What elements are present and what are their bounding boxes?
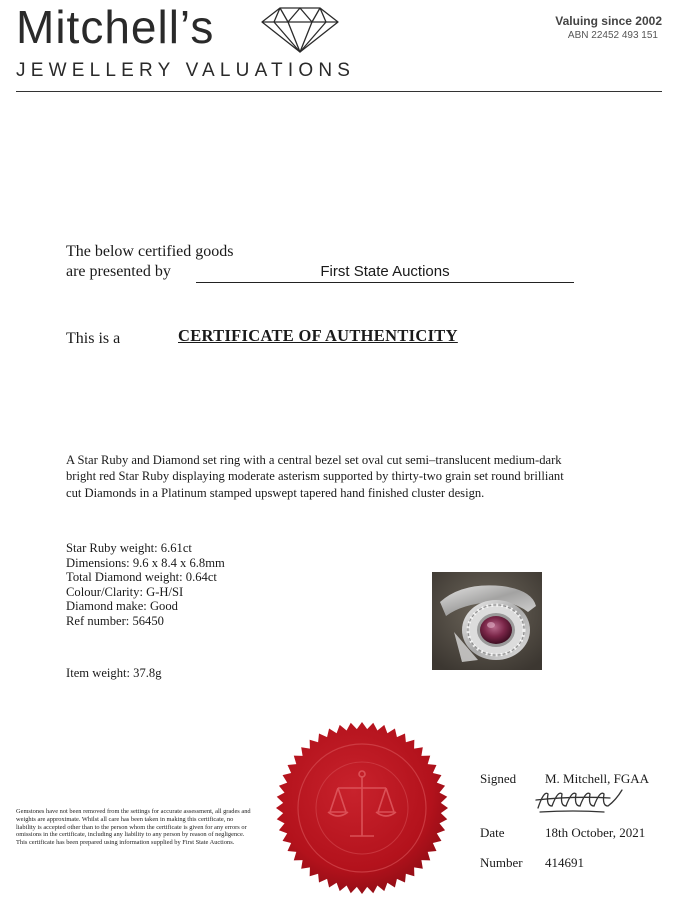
disclaimer-text: Gemstones have not been removed from the settings for accurate assessment, all grades and weights are approximate. Whilst all care has been taken in making this certificate, no liability is accepted other than to the person whom the certificate is given for any errors or omissions in the certificate, including any liability to any person by reason of negligence. This certificate has been prepared using information supplied by First State Auctions. — [16, 808, 251, 847]
tagline: Valuing since 2002 — [555, 14, 662, 28]
diamond-icon — [258, 4, 342, 54]
brand-subtitle: JEWELLERY VALUATIONS — [16, 60, 356, 81]
spec-list — [66, 541, 225, 629]
item-weight: Item weight: 37.8g — [66, 666, 162, 680]
signer-name: M. Mitchell, FGAA — [545, 771, 649, 786]
certificate-title: CERTIFICATE OF AUTHENTICITY — [178, 326, 458, 345]
date-label: Date — [480, 825, 505, 840]
ring-photo — [432, 572, 542, 670]
spec-colour-clarity: Colour/Clarity: G-H/SI — [66, 584, 184, 599]
intro-line-2: are presented by — [66, 263, 171, 280]
number-label: Number — [480, 855, 523, 870]
certificate-date: 18th October, 2021 — [545, 825, 646, 840]
spec-dimensions: Dimensions: 9.6 x 8.4 x 6.8mm — [66, 555, 225, 570]
spec-diamond-weight: Total Diamond weight: 0.64ct — [66, 570, 217, 585]
ring-image — [432, 572, 542, 670]
presented-by-field: First State Auctions — [196, 263, 574, 283]
signed-label: Signed — [480, 771, 517, 786]
brand-name: Mitchell’s — [16, 1, 215, 53]
intro-line-1: The below certified goods — [66, 243, 234, 260]
header-divider — [16, 91, 662, 92]
spec-ref-number: Ref number: 56450 — [66, 613, 164, 628]
certificate-number: 414691 — [545, 855, 584, 870]
spec-ruby-weight: Star Ruby weight: 6.61ct — [66, 541, 192, 555]
abn-number: ABN 22452 493 151 — [567, 30, 658, 41]
spec-diamond-make: Diamond make: Good — [66, 599, 178, 614]
certificate-prefix: This is a — [66, 330, 121, 347]
wax-seal — [272, 718, 452, 898]
item-description: A Star Ruby and Diamond set ring with a central bezel set oval cut semi–translucent medium-dark bright red Star Ruby displaying moderate asterism supported by thirty-two grain set round brilliant cut Diamonds in a Platinum stamped upswept tapered hand finished cluster design. — [66, 453, 564, 500]
handwritten-signature — [534, 786, 626, 816]
